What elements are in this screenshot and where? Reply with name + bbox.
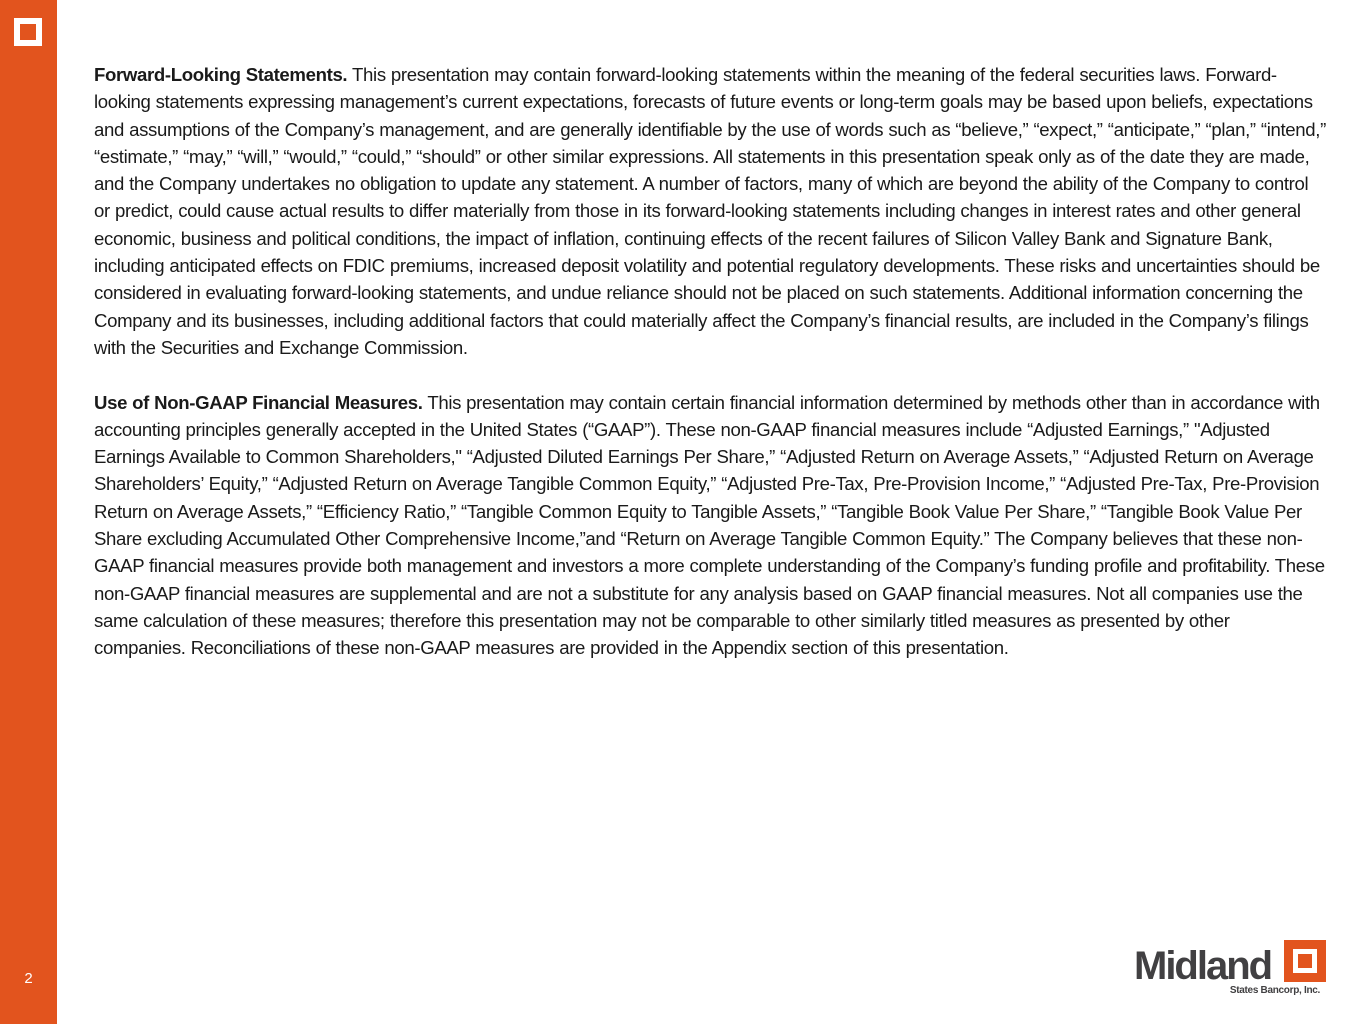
forward-looking-heading: Forward-Looking Statements. <box>94 64 348 85</box>
side-accent-bar <box>0 0 57 1024</box>
disclaimer-content <box>94 61 1326 689</box>
brand-subtitle: States Bancorp, Inc. <box>1229 985 1320 996</box>
brand-square-icon <box>1284 940 1326 982</box>
brand-name: Midland <box>1134 944 1272 988</box>
page-number: 2 <box>24 970 33 987</box>
non-gaap-paragraph <box>94 389 1326 662</box>
forward-looking-paragraph <box>94 61 1326 361</box>
non-gaap-body: This presentation may contain certain financial information determined by methods other than in accordance with accounting principles generally accepted in the United States (“GAAP”). These non-GAAP financial measures include “Adjusted Earnings,” "Adjusted Earnings Available to Common Shareholders," “Adjusted Diluted Earnings Per Share,” “Adjusted Return on Average Assets,” “Adjusted Return on Average Shareholders’ Equity,” “Adjusted Return on Average Tangible Common Equity,” “Adjusted Pre-Tax, Pre-Provision Income,” “Adjusted Pre-Tax, Pre-Provision Return on Average Assets,” “Efficiency Ratio,” “Tangible Common Equity to Tangible Assets,” “Tangible Book Value Per Share,” “Tangible Book Value Per Share excluding Accumulated Other Comprehensive Income,”and “Return on Average Tangible Common Equity.” The Company believes that these non-GAAP financial measures provide both management and investors a more complete understanding of the Company’s funding profile and profitability. These non-GAAP financial measures are supplemental and are not a substitute for any analysis based on GAAP financial measures. Not all companies use the same calculation of these measures; therefore this presentation may not be comparable to other similarly titled measures as presented by other companies. Reconciliations of these non-GAAP measures are provided in the Appendix section of this presentation. <box>94 391 1325 659</box>
non-gaap-heading: Use of Non-GAAP Financial Measures. <box>94 391 423 413</box>
forward-looking-body: This presentation may contain forward-looking statements within the meaning of the federal securities laws. Forward-looking statements expressing management’s current expectations, forecasts of future events or long-term goals may be based upon beliefs, expectations and assumptions of the Company’s management, and are generally identifiable by the use of words such as “believe,” “expect,” “anticipate,” “plan,” “intend,” “estimate,” “may,” “will,” “would,” “could,” “should” or other similar expressions. All statements in this presentation speak only as of the date they are made, and the Company undertakes no obligation to update any statement. A number of factors, many of which are beyond the ability of the Company to control or predict, could cause actual results to differ materially from those in its forward-looking statements including changes in interest rates and other general economic, business and political conditions, the impact of inflation, continuing effects of the recent failures of Silicon Valley Bank and Signature Bank, including anticipated effects on FDIC premiums, increased deposit volatility and potential regulatory developments. These risks and uncertainties should be considered in evaluating forward-looking statements, and undue reliance should not be placed on such statements. Additional information concerning the Company and its businesses, including additional factors that could materially affect the Company’s financial results, are included in the Company’s filings with the Securities and Exchange Commission. <box>94 64 1326 358</box>
brand-logo <box>1134 938 1334 1002</box>
square-logo-icon <box>14 18 42 46</box>
